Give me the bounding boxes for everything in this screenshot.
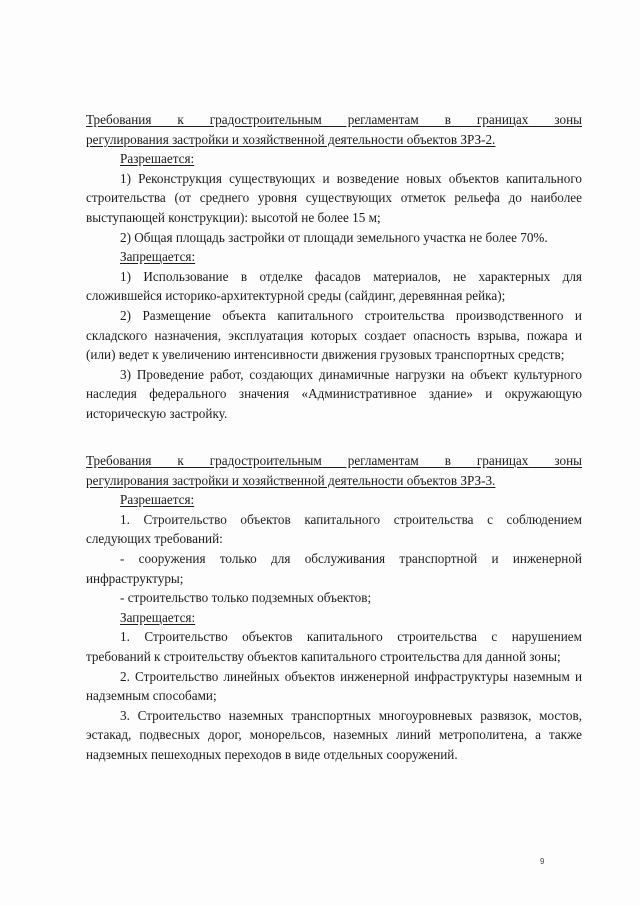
prohibited-item: 3) Проведение работ, создающих динамичные нагрузки на объект культурного наследия федерального значения «Административное здание» и окружающую историческую застройку. bbox=[86, 366, 582, 421]
allowed-item: - сооружения только для обслуживания транспортной и инженерной инфраструктуры; bbox=[86, 550, 582, 586]
section-heading-line: регулирования застройки и хозяйственной деятельности объектов ЗРЗ-3. bbox=[86, 472, 496, 488]
section-heading-line: Требования к градостроительным регламентам в границах зоны bbox=[86, 112, 582, 127]
allowed-item: 1. Строительство объектов капитального строительства с соблюдением следующих требований: bbox=[86, 511, 582, 547]
prohibited-item: 3. Строительство наземных транспортных многоуровневых развязок, мостов, эстакад, подвесных дорог, монорельсов, наземных линий метрополитена, а также надземных пешеходных переходов в виде отдельных сооружений. bbox=[86, 707, 582, 762]
allowed-item: 1) Реконструкция существующих и возведение новых объектов капитального строительства (от среднего уровня существующих отметок рельефа до наиболее выступающей конструкции): высотой не более 15 м; bbox=[86, 170, 582, 225]
allowed-label: Разрешается: bbox=[120, 151, 195, 167]
page-number: 9 bbox=[540, 857, 545, 866]
section-heading bbox=[86, 110, 582, 149]
prohibited-item: 2. Строительство линейных объектов инженерной инфраструктуры наземным и надземным способами; bbox=[86, 668, 582, 704]
section-heading bbox=[86, 451, 582, 490]
allowed-label: Разрешается: bbox=[120, 492, 195, 508]
allowed-item: 2) Общая площадь застройки от площади земельного участка не более 70%. bbox=[120, 229, 548, 245]
section-heading-line: Требования к градостроительным регламентам в границах зоны bbox=[86, 453, 582, 468]
prohibited-label: Запрещается: bbox=[120, 249, 196, 265]
section-zrz-3 bbox=[86, 451, 582, 765]
section-heading-line: регулирования застройки и хозяйственной деятельности объектов ЗРЗ-2. bbox=[86, 131, 496, 147]
allowed-item: - строительство только подземных объектов; bbox=[120, 590, 372, 606]
section-zrz-2 bbox=[86, 110, 582, 424]
prohibited-item: 2) Размещение объекта капитального строительства производственного и складского назначения, эксплуатация которых создает опасность взрыва, пожара и (или) ведет к увеличению интенсивности движения грузовых транспортных средств; bbox=[86, 307, 582, 363]
prohibited-item: 1) Использование в отделке фасадов материалов, не характерных для сложившейся историко-архитектурной среды (сайдинг, деревянная рейка); bbox=[86, 268, 582, 304]
prohibited-item: 1. Строительство объектов капитального строительства с нарушением требований к строительству объектов капитального строительства для данной зоны; bbox=[86, 629, 582, 664]
prohibited-label: Запрещается: bbox=[120, 609, 196, 625]
